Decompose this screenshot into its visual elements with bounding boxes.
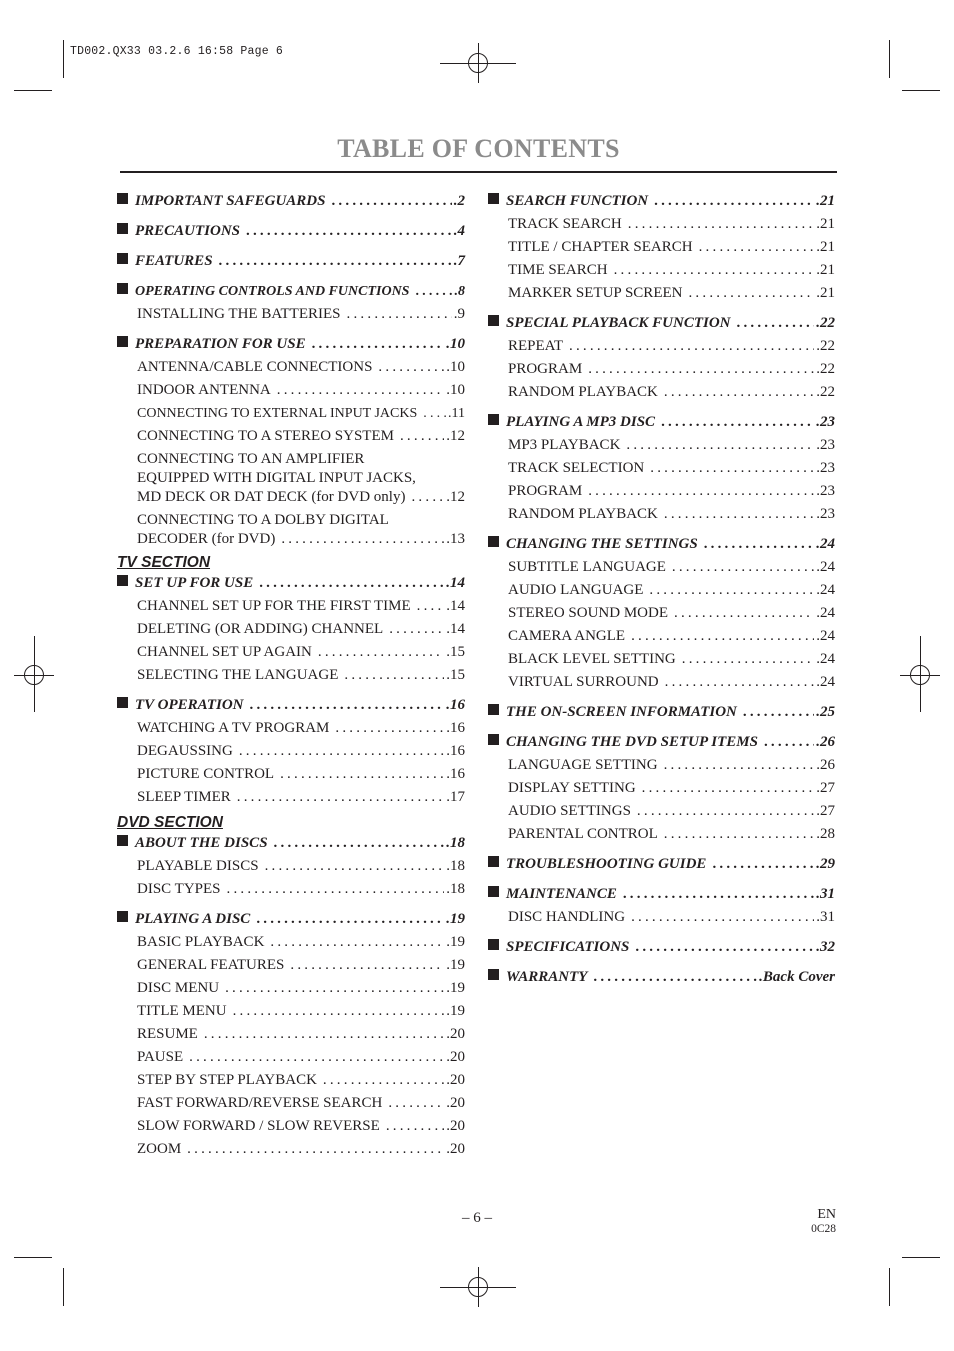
toc-left-column [117, 190, 465, 1161]
toc-entry-channel-again[interactable]: CHANNEL SET UP AGAIN ..... .15 [117, 641, 465, 664]
toc-entry-pause[interactable]: PAUSE ..... .20 [117, 1046, 465, 1069]
square-bullet-icon [488, 414, 499, 425]
toc-entry-disc-menu[interactable]: DISC MENU ..... .19 [117, 977, 465, 1000]
toc-entry-indoor-antenna[interactable]: INDOOR ANTENNA ..... .10 [117, 379, 465, 402]
square-bullet-icon [117, 336, 128, 347]
toc-entry-fast-forward-reverse[interactable]: FAST FORWARD/REVERSE SEARCH ..... .20 [117, 1092, 465, 1115]
print-slug: TD002.QX33 03.2.6 16:58 Page 6 [70, 45, 284, 58]
square-bullet-icon [488, 939, 499, 950]
toc-entry-features[interactable]: FEATURES ..... .7 [117, 250, 465, 273]
toc-entry-important-safeguards[interactable]: IMPORTANT SAFEGUARDS ..... .2 [117, 190, 465, 213]
crop-mark [440, 63, 516, 64]
toc-entry-selecting-language[interactable]: SELECTING THE LANGUAGE ..... .15 [117, 664, 465, 687]
toc-entry-watching-tv[interactable]: WATCHING A TV PROGRAM ..... .16 [117, 717, 465, 740]
toc-entry-track-selection[interactable]: TRACK SELECTION ..... .23 [488, 457, 835, 480]
toc-entry-repeat[interactable]: REPEAT ..... .22 [488, 335, 835, 358]
toc-entry-antenna-cable[interactable]: ANTENNA/CABLE CONNECTIONS ..... .10 [117, 356, 465, 379]
footer-language-code [811, 1208, 836, 1236]
document-code: 0C28 [811, 1223, 836, 1235]
square-bullet-icon [488, 193, 499, 204]
toc-entry-parental-control[interactable]: PARENTAL CONTROL ..... .28 [488, 823, 835, 846]
toc-entry-dolby-decoder[interactable]: CONNECTING TO A DOLBY DIGITAL DECODER (for DVD) ..... .13 [117, 511, 465, 549]
toc-line: CONNECTING TO A DOLBY DIGITAL [137, 512, 389, 528]
toc-entry-subtitle-language[interactable]: SUBTITLE LANGUAGE ..... .24 [488, 556, 835, 579]
square-bullet-icon [488, 969, 499, 980]
toc-entry-black-level[interactable]: BLACK LEVEL SETTING ..... .24 [488, 648, 835, 671]
toc-entry-tv-operation[interactable]: TV OPERATION ..... .16 [117, 694, 465, 717]
square-bullet-icon [488, 856, 499, 867]
toc-line: EQUIPPED WITH DIGITAL INPUT JACKS, [137, 470, 416, 486]
square-bullet-icon [117, 697, 128, 708]
toc-entry-precautions[interactable]: PRECAUTIONS ..... .4 [117, 220, 465, 243]
toc-entry-set-up-for-use[interactable]: SET UP FOR USE ..... .14 [117, 572, 465, 595]
toc-entry-maintenance[interactable]: MAINTENANCE ..... .31 [488, 883, 835, 906]
toc-entry-specifications[interactable]: SPECIFICATIONS ..... .32 [488, 936, 835, 959]
title-rule [120, 171, 837, 173]
toc-entry-warranty[interactable]: WARRANTY ..... .Back Cover [488, 966, 835, 989]
toc-entry-playable-discs[interactable]: PLAYABLE DISCS ..... .18 [117, 855, 465, 878]
toc-entry-random-playback[interactable]: RANDOM PLAYBACK ..... .22 [488, 381, 835, 404]
toc-entry-marker-setup[interactable]: MARKER SETUP SCREEN ..... .21 [488, 282, 835, 305]
crop-mark [440, 1287, 516, 1288]
toc-entry-stereo-sound-mode[interactable]: STEREO SOUND MODE ..... .24 [488, 602, 835, 625]
toc-entry-audio-settings[interactable]: AUDIO SETTINGS ..... .27 [488, 800, 835, 823]
toc-entry-step-playback[interactable]: STEP BY STEP PLAYBACK ..... .20 [117, 1069, 465, 1092]
toc-entry-stereo-system[interactable]: CONNECTING TO A STEREO SYSTEM ..... .12 [117, 425, 465, 448]
toc-entry-special-playback[interactable]: SPECIAL PLAYBACK FUNCTION ..... .22 [488, 312, 835, 335]
toc-entry-troubleshooting[interactable]: TROUBLESHOOTING GUIDE ..... .29 [488, 853, 835, 876]
crop-mark [920, 636, 921, 712]
toc-entry-slow-forward-reverse[interactable]: SLOW FORWARD / SLOW REVERSE ..... .20 [117, 1115, 465, 1138]
toc-entry-display-setting[interactable]: DISPLAY SETTING ..... .27 [488, 777, 835, 800]
toc-entry-picture-control[interactable]: PICTURE CONTROL ..... .16 [117, 763, 465, 786]
toc-entry-external-input[interactable]: CONNECTING TO EXTERNAL INPUT JACKS ..... .11 [117, 402, 465, 425]
toc-entry-virtual-surround[interactable]: VIRTUAL SURROUND ..... .24 [488, 671, 835, 694]
toc-entry-language-setting[interactable]: LANGUAGE SETTING ..... .26 [488, 754, 835, 777]
crop-mark [902, 1257, 940, 1258]
toc-entry-track-search[interactable]: TRACK SEARCH ..... .21 [488, 213, 835, 236]
toc-entry-program[interactable]: PROGRAM ..... .23 [488, 480, 835, 503]
crop-mark [14, 1257, 52, 1258]
square-bullet-icon [488, 886, 499, 897]
crop-mark [63, 40, 64, 78]
toc-entry-changing-settings[interactable]: CHANGING THE SETTINGS ..... .24 [488, 533, 835, 556]
crop-mark [14, 90, 52, 91]
square-bullet-icon [117, 223, 128, 234]
square-bullet-icon [488, 734, 499, 745]
toc-entry-zoom[interactable]: ZOOM ..... .20 [117, 1138, 465, 1161]
toc-entry-disc-types[interactable]: DISC TYPES ..... .18 [117, 878, 465, 901]
toc-entry-channel-first-time[interactable]: CHANNEL SET UP FOR THE FIRST TIME ..... .14 [117, 595, 465, 618]
toc-entry-disc-handling[interactable]: DISC HANDLING ..... .31 [488, 906, 835, 929]
toc-entry-sleep-timer[interactable]: SLEEP TIMER ..... .17 [117, 786, 465, 809]
toc-entry-deleting-channel[interactable]: DELETING (OR ADDING) CHANNEL ..... .14 [117, 618, 465, 641]
page-title: TABLE OF CONTENTS [337, 134, 620, 163]
toc-entry-installing-batteries[interactable]: INSTALLING THE BATTERIES ..... .9 [117, 303, 465, 326]
toc-entry-playing-disc[interactable]: PLAYING A DISC ..... .19 [117, 908, 465, 931]
language-label: EN [817, 1207, 836, 1222]
toc-entry-operating-controls[interactable]: OPERATING CONTROLS AND FUNCTIONS ..... .8 [117, 280, 465, 303]
square-bullet-icon [488, 704, 499, 715]
toc-entry-title-chapter-search[interactable]: TITLE / CHAPTER SEARCH ..... .21 [488, 236, 835, 259]
square-bullet-icon [117, 253, 128, 264]
toc-entry-amplifier[interactable]: CONNECTING TO AN AMPLIFIER EQUIPPED WITH DIGITAL INPUT JACKS, MD DECK OR DAT DECK (for DVD only) ..... .12 [117, 450, 465, 507]
toc-entry-on-screen-information[interactable]: THE ON-SCREEN INFORMATION ..... .25 [488, 701, 835, 724]
toc-entry-degaussing[interactable]: DEGAUSSING ..... .16 [117, 740, 465, 763]
section-heading-dvd: DVD SECTION [117, 814, 223, 831]
crop-mark [889, 1268, 890, 1306]
toc-entry-random-playback[interactable]: RANDOM PLAYBACK ..... .23 [488, 503, 835, 526]
toc-entry-general-features[interactable]: GENERAL FEATURES ..... .19 [117, 954, 465, 977]
square-bullet-icon [117, 911, 128, 922]
toc-entry-time-search[interactable]: TIME SEARCH ..... .21 [488, 259, 835, 282]
toc-entry-program[interactable]: PROGRAM ..... .22 [488, 358, 835, 381]
toc-entry-preparation-for-use[interactable]: PREPARATION FOR USE ..... .10 [117, 333, 465, 356]
toc-entry-title-menu[interactable]: TITLE MENU ..... .19 [117, 1000, 465, 1023]
crop-mark [902, 90, 940, 91]
crop-mark [63, 1268, 64, 1306]
toc-entry-about-discs[interactable]: ABOUT THE DISCS ..... .18 [117, 832, 465, 855]
toc-entry-camera-angle[interactable]: CAMERA ANGLE ..... .24 [488, 625, 835, 648]
square-bullet-icon [117, 283, 128, 294]
square-bullet-icon [117, 575, 128, 586]
crop-mark [889, 40, 890, 78]
square-bullet-icon [488, 536, 499, 547]
toc-entry-mp3-disc[interactable]: PLAYING A MP3 DISC ..... .23 [488, 411, 835, 434]
toc-right-column [488, 190, 835, 989]
crop-mark [34, 636, 35, 712]
square-bullet-icon [488, 315, 499, 326]
toc-line: CONNECTING TO AN AMPLIFIER [137, 451, 365, 467]
page-number: – 6 – [462, 1210, 492, 1226]
square-bullet-icon [117, 835, 128, 846]
square-bullet-icon [117, 193, 128, 204]
toc-entry-resume[interactable]: RESUME ..... .20 [117, 1023, 465, 1046]
toc-entry-basic-playback[interactable]: BASIC PLAYBACK ..... .19 [117, 931, 465, 954]
toc-entry-dvd-setup-items[interactable]: CHANGING THE DVD SETUP ITEMS ..... .26 [488, 731, 835, 754]
section-heading-tv: TV SECTION [117, 554, 211, 571]
toc-entry-search-function[interactable]: SEARCH FUNCTION ..... .21 [488, 190, 835, 213]
toc-entry-audio-language[interactable]: AUDIO LANGUAGE ..... .24 [488, 579, 835, 602]
toc-entry-mp3-playback[interactable]: MP3 PLAYBACK ..... .23 [488, 434, 835, 457]
